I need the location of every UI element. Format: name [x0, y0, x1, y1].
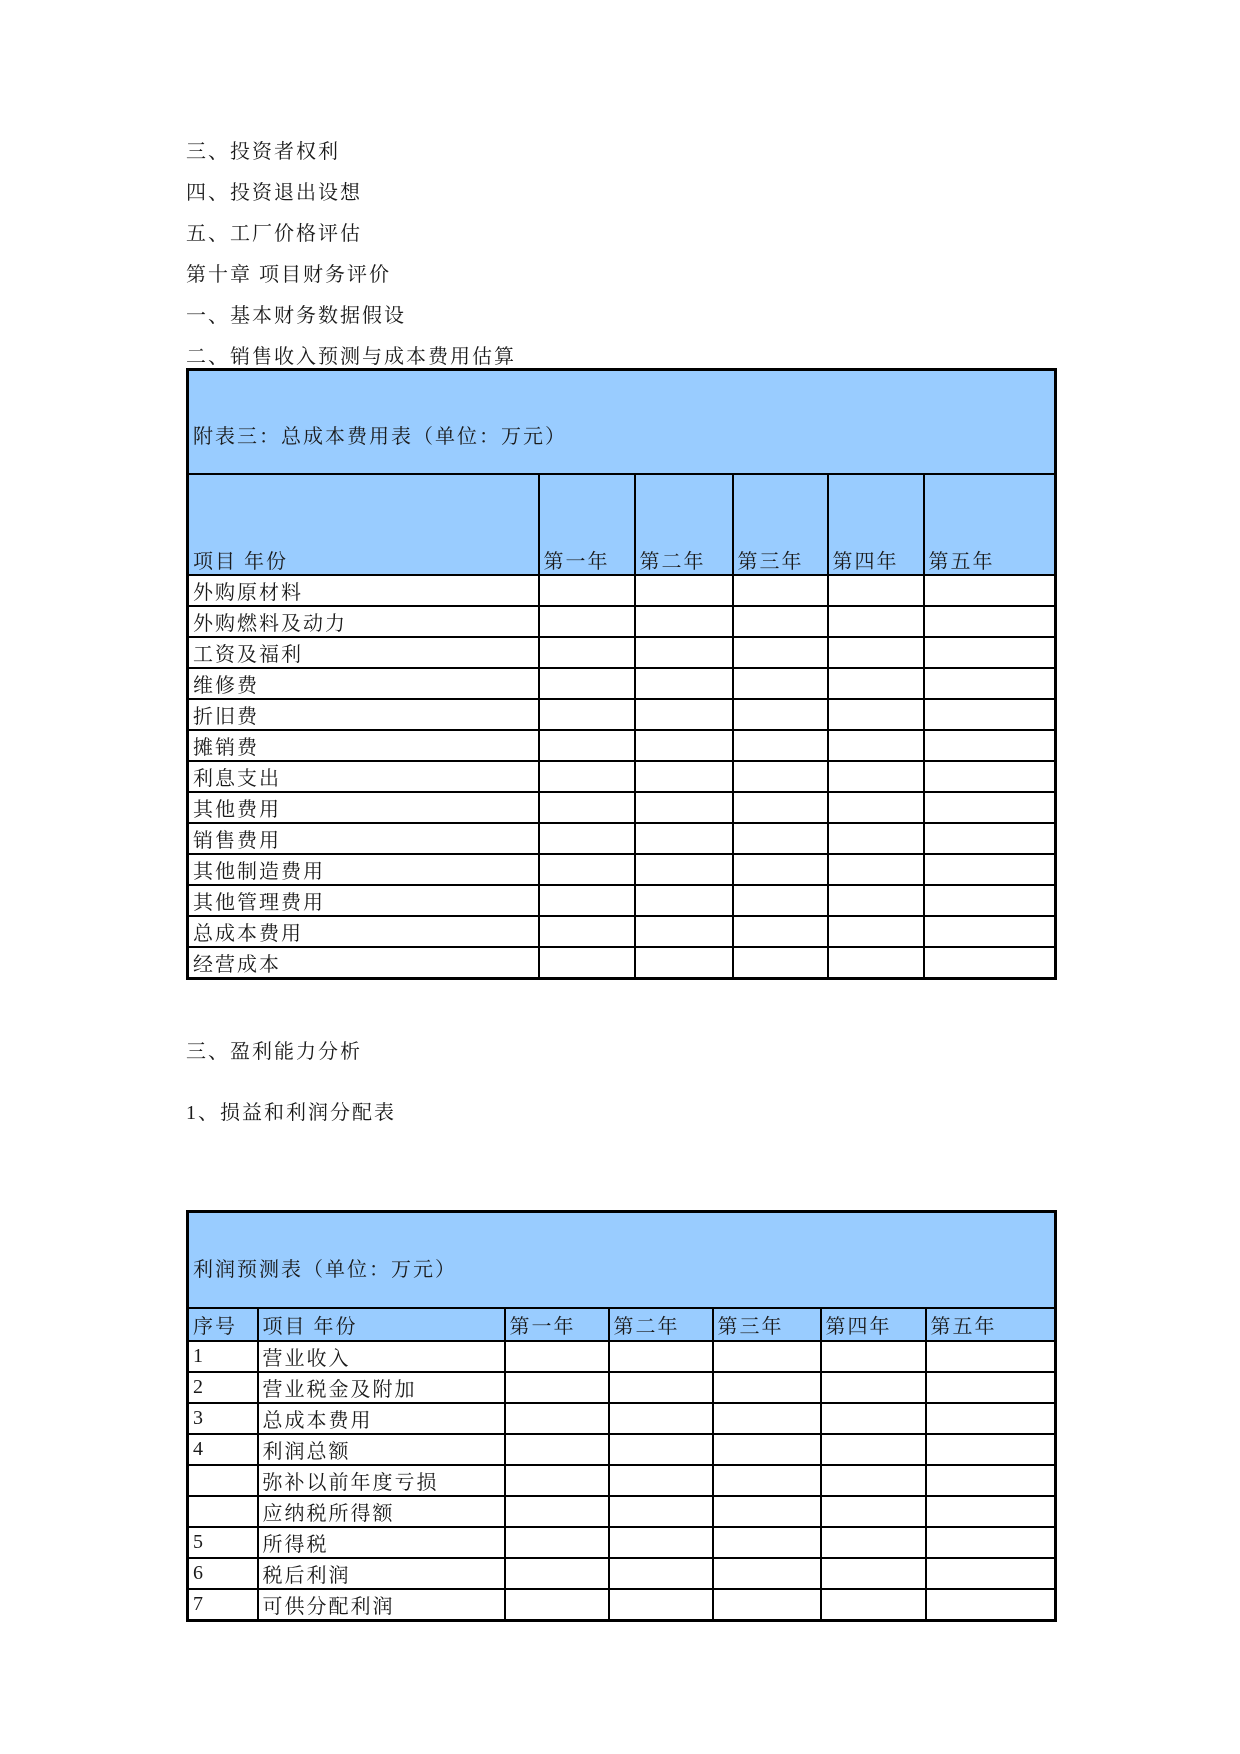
column-header: 项目 年份 [188, 474, 539, 575]
table-header-row [188, 474, 1056, 575]
value-cell [924, 637, 1056, 668]
value-cell [505, 1465, 609, 1496]
value-cell [539, 823, 635, 854]
value-cell [713, 1434, 821, 1465]
column-header: 项目 年份 [258, 1308, 505, 1341]
value-cell [926, 1403, 1056, 1434]
value-cell [635, 637, 733, 668]
value-cell [733, 885, 828, 916]
value-cell [635, 575, 733, 606]
value-cell [505, 1589, 609, 1621]
row-number [188, 1465, 258, 1496]
value-cell [609, 1496, 713, 1527]
value-cell [828, 823, 924, 854]
value-cell [635, 761, 733, 792]
value-cell [924, 730, 1056, 761]
section-heading: 三、盈利能力分析 [186, 1040, 362, 1063]
value-cell [828, 885, 924, 916]
row-number: 1 [188, 1341, 258, 1372]
column-header: 第二年 [635, 474, 733, 575]
value-cell [924, 792, 1056, 823]
value-cell [539, 792, 635, 823]
value-cell [539, 947, 635, 979]
value-cell [926, 1434, 1056, 1465]
value-cell [924, 823, 1056, 854]
value-cell [733, 854, 828, 885]
value-cell [733, 606, 828, 637]
row-label: 工资及福利 [188, 637, 539, 668]
value-cell [713, 1341, 821, 1372]
table-row [188, 885, 1056, 916]
toc-line: 四、投资退出设想 [186, 182, 362, 204]
value-cell [733, 823, 828, 854]
value-cell [539, 730, 635, 761]
toc-line: 第十章 项目财务评价 [186, 264, 391, 286]
value-cell [635, 730, 733, 761]
table-row [188, 1403, 1056, 1434]
value-cell [539, 575, 635, 606]
value-cell [635, 885, 733, 916]
table-row [188, 761, 1056, 792]
table-row [188, 699, 1056, 730]
row-label: 可供分配利润 [258, 1589, 505, 1621]
toc-line: 三、投资者权利 [186, 141, 340, 163]
column-header: 第五年 [926, 1308, 1056, 1341]
value-cell [635, 668, 733, 699]
value-cell [821, 1372, 926, 1403]
table-row [188, 1434, 1056, 1465]
value-cell [713, 1465, 821, 1496]
value-cell [539, 668, 635, 699]
value-cell [505, 1372, 609, 1403]
value-cell [828, 792, 924, 823]
value-cell [821, 1589, 926, 1621]
row-label: 所得税 [258, 1527, 505, 1558]
value-cell [609, 1372, 713, 1403]
value-cell [635, 699, 733, 730]
value-cell [821, 1527, 926, 1558]
row-label: 应纳税所得额 [258, 1496, 505, 1527]
subsection-heading: 1、损益和利润分配表 [186, 1101, 396, 1124]
value-cell [926, 1558, 1056, 1589]
row-number: 3 [188, 1403, 258, 1434]
value-cell [821, 1558, 926, 1589]
value-cell [609, 1589, 713, 1621]
value-cell [733, 668, 828, 699]
table-row [188, 606, 1056, 637]
table-title: 附表三：总成本费用表（单位：万元） [188, 370, 1056, 474]
value-cell [924, 575, 1056, 606]
row-label: 营业税金及附加 [258, 1372, 505, 1403]
value-cell [926, 1465, 1056, 1496]
value-cell [635, 854, 733, 885]
value-cell [924, 606, 1056, 637]
table-row [188, 1496, 1056, 1527]
value-cell [828, 637, 924, 668]
column-header: 第一年 [539, 474, 635, 575]
toc-line: 五、工厂价格评估 [186, 223, 362, 245]
table-row [188, 1589, 1056, 1621]
table-row [188, 668, 1056, 699]
value-cell [713, 1372, 821, 1403]
value-cell [828, 730, 924, 761]
column-header: 第二年 [609, 1308, 713, 1341]
table-title-row [188, 370, 1056, 474]
value-cell [821, 1496, 926, 1527]
row-label: 维修费 [188, 668, 539, 699]
value-cell [539, 854, 635, 885]
value-cell [609, 1434, 713, 1465]
table-row [188, 1372, 1056, 1403]
row-label: 税后利润 [258, 1558, 505, 1589]
row-label: 利润总额 [258, 1434, 505, 1465]
row-number: 5 [188, 1527, 258, 1558]
row-number: 4 [188, 1434, 258, 1465]
value-cell [828, 575, 924, 606]
value-cell [828, 916, 924, 947]
value-cell [924, 854, 1056, 885]
value-cell [828, 947, 924, 979]
toc-line: 二、销售收入预测与成本费用估算 [186, 346, 516, 368]
value-cell [733, 699, 828, 730]
row-label: 弥补以前年度亏损 [258, 1465, 505, 1496]
value-cell [505, 1527, 609, 1558]
value-cell [733, 637, 828, 668]
value-cell [609, 1527, 713, 1558]
value-cell [635, 823, 733, 854]
value-cell [733, 730, 828, 761]
row-label: 销售费用 [188, 823, 539, 854]
value-cell [828, 668, 924, 699]
row-number: 6 [188, 1558, 258, 1589]
value-cell [505, 1558, 609, 1589]
table-row [188, 823, 1056, 854]
table-row [188, 637, 1056, 668]
value-cell [505, 1496, 609, 1527]
value-cell [505, 1434, 609, 1465]
value-cell [821, 1403, 926, 1434]
value-cell [713, 1403, 821, 1434]
value-cell [926, 1341, 1056, 1372]
table-row [188, 1527, 1056, 1558]
toc-line: 一、基本财务数据假设 [186, 305, 406, 327]
value-cell [828, 606, 924, 637]
row-number: 2 [188, 1372, 258, 1403]
value-cell [926, 1372, 1056, 1403]
value-cell [733, 575, 828, 606]
column-header: 第五年 [924, 474, 1056, 575]
table-row [188, 1341, 1056, 1372]
row-label: 摊销费 [188, 730, 539, 761]
table-row [188, 854, 1056, 885]
value-cell [828, 854, 924, 885]
table-title: 利润预测表（单位：万元） [188, 1211, 1056, 1308]
value-cell [821, 1434, 926, 1465]
row-label: 营业收入 [258, 1341, 505, 1372]
value-cell [733, 947, 828, 979]
value-cell [924, 885, 1056, 916]
column-header: 第四年 [821, 1308, 926, 1341]
value-cell [539, 637, 635, 668]
value-cell [733, 916, 828, 947]
value-cell [539, 606, 635, 637]
value-cell [926, 1527, 1056, 1558]
value-cell [539, 699, 635, 730]
row-number: 7 [188, 1589, 258, 1621]
value-cell [609, 1558, 713, 1589]
profit-forecast-table [186, 1210, 1057, 1623]
table-title-row [188, 1211, 1056, 1308]
table-row [188, 730, 1056, 761]
value-cell [926, 1589, 1056, 1621]
value-cell [539, 916, 635, 947]
total-cost-table [186, 368, 1057, 980]
value-cell [539, 885, 635, 916]
column-header: 第四年 [828, 474, 924, 575]
value-cell [924, 668, 1056, 699]
table-row [188, 792, 1056, 823]
row-label: 外购燃料及动力 [188, 606, 539, 637]
row-label: 其他费用 [188, 792, 539, 823]
value-cell [924, 761, 1056, 792]
value-cell [505, 1403, 609, 1434]
value-cell [924, 699, 1056, 730]
column-header: 第三年 [733, 474, 828, 575]
column-header: 第三年 [713, 1308, 821, 1341]
value-cell [635, 606, 733, 637]
table-row [188, 575, 1056, 606]
column-header: 第一年 [505, 1308, 609, 1341]
value-cell [635, 792, 733, 823]
value-cell [609, 1341, 713, 1372]
row-label: 其他制造费用 [188, 854, 539, 885]
value-cell [821, 1465, 926, 1496]
table-row [188, 1558, 1056, 1589]
value-cell [609, 1403, 713, 1434]
row-label: 总成本费用 [188, 916, 539, 947]
value-cell [539, 761, 635, 792]
table-header-row [188, 1308, 1056, 1341]
row-number [188, 1496, 258, 1527]
value-cell [635, 916, 733, 947]
table-row [188, 916, 1056, 947]
value-cell [733, 761, 828, 792]
row-label: 总成本费用 [258, 1403, 505, 1434]
value-cell [924, 916, 1056, 947]
value-cell [924, 947, 1056, 979]
value-cell [635, 947, 733, 979]
outline-list [0, 0, 1240, 368]
row-label: 经营成本 [188, 947, 539, 979]
value-cell [926, 1496, 1056, 1527]
row-label: 折旧费 [188, 699, 539, 730]
value-cell [828, 699, 924, 730]
table-row [188, 947, 1056, 979]
value-cell [505, 1341, 609, 1372]
value-cell [821, 1341, 926, 1372]
value-cell [713, 1589, 821, 1621]
row-label: 利息支出 [188, 761, 539, 792]
row-label: 其他管理费用 [188, 885, 539, 916]
value-cell [733, 792, 828, 823]
value-cell [713, 1496, 821, 1527]
value-cell [609, 1465, 713, 1496]
value-cell [713, 1527, 821, 1558]
value-cell [828, 761, 924, 792]
column-header: 序号 [188, 1308, 258, 1341]
row-label: 外购原材料 [188, 575, 539, 606]
table-row [188, 1465, 1056, 1496]
value-cell [713, 1558, 821, 1589]
